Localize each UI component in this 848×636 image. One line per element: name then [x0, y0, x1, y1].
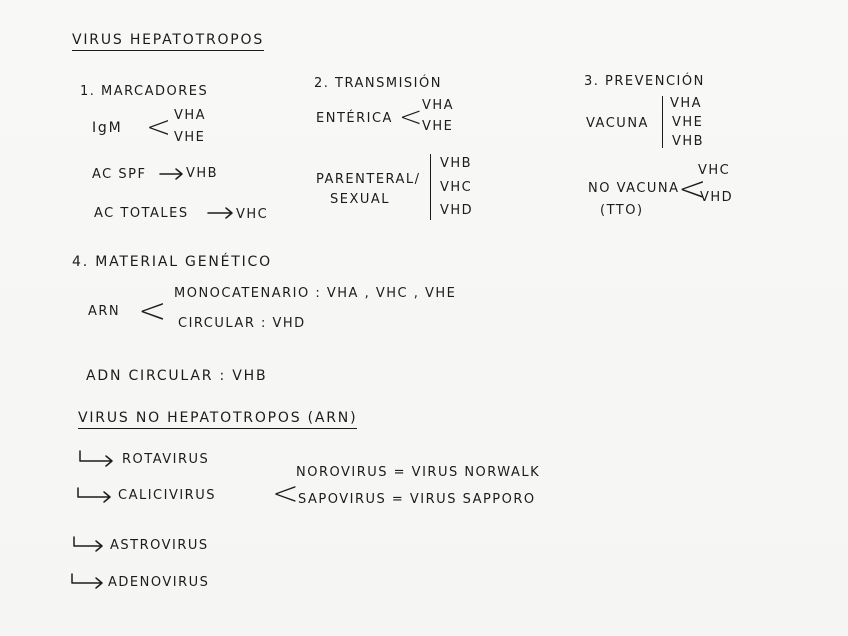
hook-arrow-icon [80, 451, 112, 466]
sapovirus-item: SAPOVIRUS = VIRUS SAPPORO [298, 492, 536, 507]
adenovirus-item: ADENOVIRUS [108, 575, 210, 590]
norovirus-item: NOROVIRUS = VIRUS NORWALK [296, 465, 541, 480]
vacuna-label: VACUNA [586, 116, 649, 131]
parenteral-item-1: VHB [440, 156, 473, 171]
parenteral-item-2: VHC [440, 180, 473, 195]
calicivirus-item: CALICIVIRUS [118, 488, 216, 503]
sexual-label: SEXUAL [330, 192, 391, 207]
vacuna-item-3: VHB [672, 134, 705, 149]
arn-label: ARN [88, 304, 121, 319]
enterica-item-2: VHE [422, 119, 454, 134]
enterica-item-1: VHA [422, 98, 455, 113]
hook-arrow-icon [72, 574, 102, 588]
ac-totales-label: AC TOTALES [94, 206, 189, 221]
igm-brace: < [146, 110, 172, 145]
no-vacuna-label: NO VACUNA [588, 181, 680, 196]
arn-circular: CIRCULAR : VHD [178, 316, 306, 331]
hook-arrow-icon [74, 537, 102, 551]
rotavirus-item: ROTAVIRUS [122, 452, 210, 467]
hook-arrow-icon [78, 488, 110, 502]
section1-heading: 1. MARCADORES [80, 84, 209, 99]
tto-label: (TTO) [600, 203, 644, 218]
astrovirus-item: ASTROVIRUS [110, 538, 209, 553]
no-vacuna-item-1: VHC [698, 163, 731, 178]
no-vacuna-item-2: VHD [700, 190, 734, 205]
parenteral-item-3: VHD [440, 203, 474, 218]
arrow-right-icon [160, 169, 182, 179]
ac-spf-label: AC SPF [92, 167, 147, 182]
arn-brace: < [138, 291, 167, 331]
ac-spf-target: VHB [186, 166, 219, 181]
calicivirus-brace: < [272, 474, 299, 512]
ac-totales-target: VHC [236, 207, 269, 222]
section3-heading: 3. PREVENCIÓN [584, 74, 705, 89]
section4-heading: 4. MATERIAL GENÉTICO [72, 254, 272, 270]
no-hepato-heading: VIRUS NO HEPATOTROPOS (ARN) [78, 410, 357, 429]
page-title: VIRUS HEPATOTROPOS [72, 32, 264, 51]
arrow-right-icon [208, 208, 232, 218]
no-vacuna-brace: < [678, 169, 707, 209]
igm-item-2: VHE [174, 130, 206, 145]
section2-heading: 2. TRANSMISIÓN [314, 76, 442, 91]
igm-item-1: VHA [174, 108, 207, 123]
parenteral-label: PARENTERAL/ [316, 172, 421, 187]
vacuna-item-1: VHA [670, 96, 703, 111]
enterica-brace: < [399, 100, 423, 133]
enterica-label: ENTÉRICA [316, 111, 393, 126]
vacuna-item-2: VHE [672, 115, 704, 130]
adn-circular: ADN CIRCULAR : VHB [86, 368, 268, 384]
igm-label: IgM [92, 120, 123, 136]
arn-monocatenario: MONOCATENARIO : VHA , VHC , VHE [174, 286, 457, 301]
